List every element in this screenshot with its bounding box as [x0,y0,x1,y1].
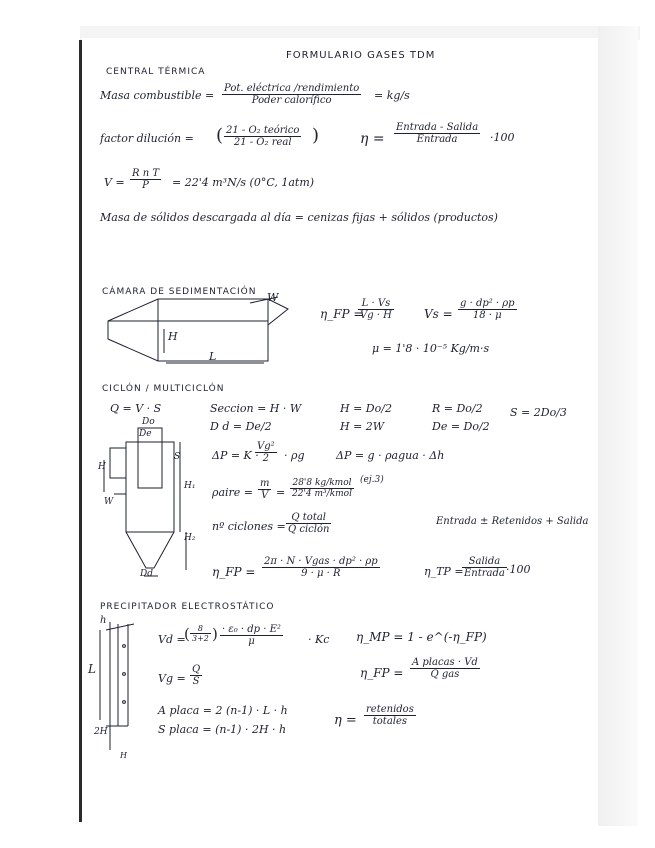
eta-central-fraction [394,122,480,145]
settling-chamber-sketch [100,295,290,375]
electrode-2 [123,673,126,676]
etafp-precip-lhs: η_FP = [360,666,404,680]
electrode-1 [123,645,126,648]
precip-label-bigh: H [120,751,127,760]
raire-den1: V [261,490,269,501]
eta-precip-den: totales [372,716,408,727]
paper-edge-right [598,26,638,826]
precip-label-h: h [100,615,107,626]
vg-lhs: Vg = [158,672,186,685]
dp2-line: ΔP = g · ρagua · Δh [336,449,445,462]
chamber-dimension-lines [164,297,278,363]
dp1-fraction [255,441,277,464]
raire-num1: m [260,478,270,489]
eta-central-tail: ·100 [490,131,515,144]
factor-num: 21 - O₂ teórico [226,125,300,136]
v-fraction [130,168,161,191]
vg-num: Q [192,664,201,675]
cyclone-label-do: Do [142,417,155,427]
v-lhs: V = [104,176,125,189]
masa-lhs: Masa combustible = [100,89,215,102]
splaca-line: S placa = (n-1) · 2H · h [158,723,287,736]
cyclone-cone [126,532,174,568]
v-num: R n T [132,168,159,179]
precip-label-2h: 2H [94,727,108,737]
vd-tail: · Kc [308,633,330,646]
eta-precip-num: retenidos [366,704,414,715]
chamber-w-label: W [267,291,279,304]
vg-fraction [190,664,202,687]
etafp-precip-num: A placas · Vd [412,657,478,668]
eta-central-num: Entrada - Salida [396,122,479,133]
cyclone-label-s: S [174,452,181,462]
heading-ciclon: CICLÓN / MULTICICLÓN [102,384,225,394]
vd-paren-close: ) [212,625,218,643]
chamber-outline [108,299,288,361]
raire-note: (ej.3) [360,475,384,485]
etamp-line: η_MP = 1 - e^(-η_FP) [356,630,487,644]
raire-frac1 [258,478,271,501]
eta-camara-den: Vg · H [360,310,392,321]
precipitator-plates [106,622,134,750]
precip-label-l: L [88,662,96,676]
etafp-ciclon-lhs: η_FP = [212,565,256,579]
etatp-den: Entrada [464,568,505,579]
eta-central-den: Entrada [416,134,458,145]
factor-paren-open: ( [216,125,224,146]
ciclon-q: Q = V · S [110,402,162,415]
factor-den: 21 - O₂ real [233,137,292,148]
raire-num2: 28'8 kg/kmol [290,478,354,489]
dp1-lhs: ΔP = K · [212,449,259,462]
ciclon-seccion: Seccion = H · W [210,402,302,415]
eta-precip-fraction [364,704,416,727]
vd-fraction [220,624,283,647]
vd-inner-num: 8 [190,624,211,634]
ciclon-h2: H = 2W [340,420,385,433]
etatp-tail: ·100 [506,563,531,576]
heading-precip: PRECIPITADOR ELECTROSTÁTICO [100,602,275,612]
raire-frac2 [290,478,354,499]
electrode-3 [123,701,126,704]
ciclon-h1: H = Do/2 [340,402,392,415]
masa-fraction [222,83,361,106]
heading-central: CENTRAL TÉRMICA [106,67,206,77]
eta-precip-lhs: η = [334,713,357,728]
etafp-ciclon-den: 9 · μ · R [301,568,341,579]
aplaca-line: A placa = 2 (n-1) · L · h [158,704,288,717]
etafp-precip-den: Q gas [430,669,460,680]
ciclon-s: S = 2Do/3 [510,406,567,419]
vs-num: g · dp² · ρp [460,298,515,309]
chamber-edges [108,299,268,361]
heading-camara: CÁMARA DE SEDIMENTACIÓN [102,287,257,297]
vg-den: S [192,676,200,687]
ncic-den: Q ciclón [288,524,330,535]
cyclone-sketch [100,417,200,585]
cyclone-label-de: De [139,429,152,439]
ncic-num: Q total [286,512,331,524]
vs-fraction [458,298,517,321]
raire-den2: 22'4 m³/kmol [292,489,352,499]
vs-lhs: Vs = [424,307,453,321]
ciclon-de: De = Do/2 [432,420,490,433]
ciclon-dd: D d = De/2 [210,420,272,433]
raire-eq: = [276,486,286,499]
cyclone-label-w: W [104,497,114,507]
masa-num: Pot. eléctrica /rendimiento [224,83,360,94]
ncic-fraction [286,512,331,535]
vd-den: μ [248,636,255,647]
cyclone-label-dd: Dd [140,569,153,579]
cyclone-body [126,442,174,532]
chamber-h-label: H [168,330,178,343]
entrada-line: Entrada ± Retenidos + Salida [436,516,589,527]
cyclone-label-h2: H₂ [184,533,196,543]
vd-inner-den: 3+2 [192,634,209,643]
vd-num: · ε₀ · dp · E² [222,624,281,635]
ciclon-r: R = Do/2 [432,402,483,415]
etafp-precip-fraction [410,657,480,680]
cyclone-inlet [110,448,126,478]
factor-lhs: factor dilución = [100,132,194,145]
ncic-lhs: nº ciclones = [212,520,286,533]
vd-inner-fraction [190,624,211,643]
solidos-line: Masa de sólidos descargada al día = cenizas fijas + sólidos (productos) [100,211,498,224]
dp1-num: Vg² [257,441,275,452]
cyclone-label-h1: H₁ [184,481,196,491]
page-title: FORMULARIO GASES TDM [286,50,436,61]
dp1-den: 2 [262,453,269,464]
eta-camara-num: L · Vs [358,298,394,310]
cyclone-label-h: H [98,462,106,472]
masa-units: = kg/s [374,89,410,102]
v-tail: = 22'4 m³N/s (0°C, 1atm) [172,176,315,189]
etatp-lhs: η_TP = [424,565,464,578]
vs-den: 18 · μ [472,310,502,321]
dp1-tail: · ρg [284,449,305,462]
factor-fraction [224,125,301,148]
eta-camara-lhs: η_FP = [320,307,364,321]
v-den: P [142,180,149,191]
etatp-fraction [462,556,507,579]
etafp-ciclon-num: 2π · N · Vgas · dp² · ρp [264,556,378,567]
vd-lhs: Vd = [158,633,186,646]
etafp-ciclon-fraction [262,556,380,579]
masa-den: Poder calorífico [251,95,332,106]
eta-camara-fraction [358,298,394,321]
etatp-num: Salida [462,556,507,568]
mu-line: μ = 1'8 · 10⁻⁵ Kg/m·s [372,342,490,355]
factor-paren-close: ) [312,125,320,146]
eta-central-lhs: η = [360,131,385,147]
chamber-l-label: L [209,350,217,363]
raire-lhs: ρaire = [212,486,254,499]
vd-paren-open: ( [184,625,190,643]
